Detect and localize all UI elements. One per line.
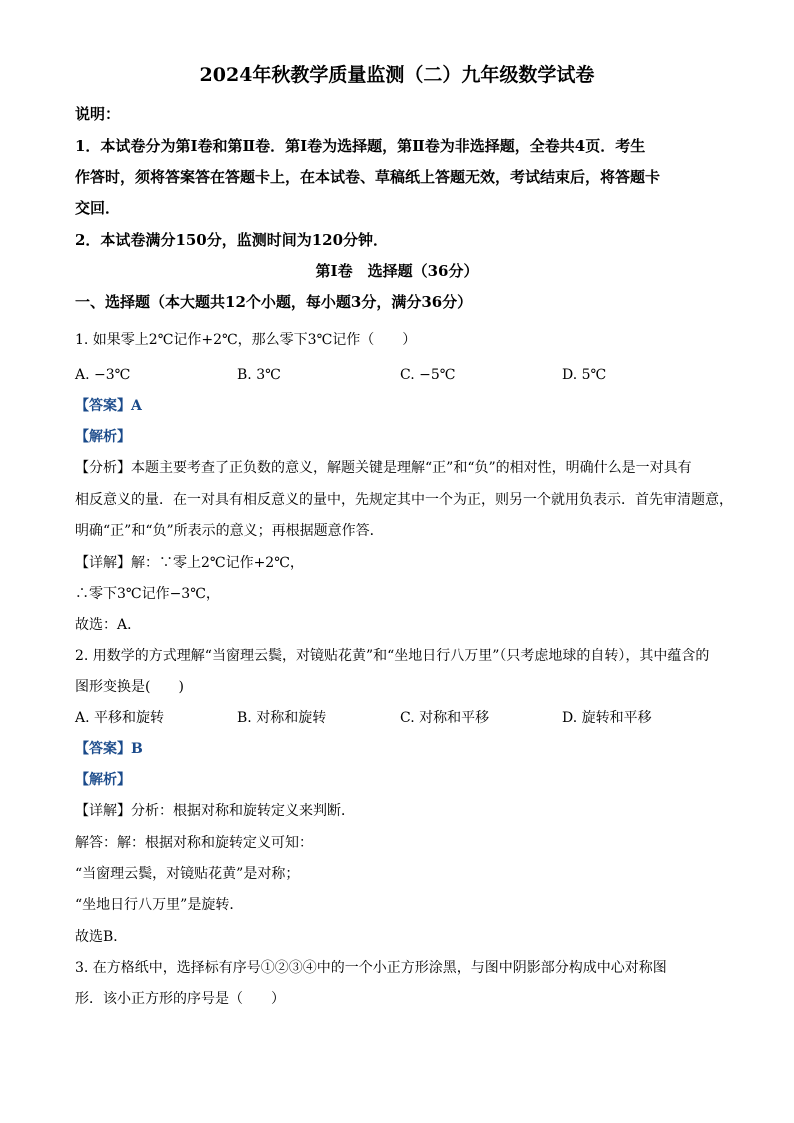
option-c: C. −5℃: [400, 367, 456, 383]
question-1-stem: 1. 如果零上2℃记作+2℃，那么零下3℃记作（ ）: [75, 332, 417, 348]
detail-line-1: 【详解】分析：根据对称和旋转定义来判断．: [75, 803, 355, 819]
detail-line-2: 解答：解：根据对称和旋转定义可知：: [75, 835, 313, 851]
instruction-1-line-3: 交回．: [75, 199, 121, 217]
option-a: A. −3℃: [75, 367, 131, 383]
option-d: D. 旋转和平移: [562, 710, 652, 726]
instruction-2: 2．本试卷满分150分，监测时间为120分钟．: [75, 231, 389, 249]
detail-line-4: “坐地日行八万里”是旋转．: [75, 897, 244, 913]
detail-line-3: “当窗理云鬓，对镜贴花黄”是对称；: [75, 866, 300, 882]
question-2-stem-line-1: 2. 用数学的方式理解“当窗理云鬓，对镜贴花黄”和“坐地日行八万里”（只考虑地球的自转），其中蕴含的: [75, 648, 710, 664]
section-heading: 第Ⅰ卷 选择题（36分）: [315, 262, 479, 280]
answer-label: 【答案】A: [75, 398, 142, 414]
page-title: 2024年秋教学质量监测（二）九年级数学试卷: [199, 64, 595, 86]
analysis-text-line-1: 【分析】本题主要考查了正负数的意义，解题关键是理解“正”和“负”的相对性，明确什么是一对具有: [75, 460, 692, 476]
option-c: C. 对称和平移: [400, 710, 490, 726]
analysis-label: 【解析】: [75, 429, 131, 445]
detail-line-2: ∴零下3℃记作−3℃，: [75, 586, 220, 602]
option-b: B. 3℃: [237, 367, 281, 383]
detail-line-1: 【详解】解：∵零上2℃记作+2℃，: [75, 555, 304, 571]
question-3-stem-line-1: 3. 在方格纸中，选择标有序号①②③④中的一个小正方形涂黑，与图中阴影部分构成中心对称图: [75, 960, 667, 976]
question-2-stem-line-2: 图形变换是( ): [75, 679, 184, 695]
part-heading: 一、选择题（本大题共12个小题，每小题3分，满分36分）: [75, 293, 473, 311]
option-b: B. 对称和旋转: [237, 710, 327, 726]
detail-line-5: 故选B．: [75, 929, 128, 945]
analysis-text-line-3: 明确“正”和“负”所表示的意义；再根据题意作答．: [75, 523, 384, 539]
analysis-label: 【解析】: [75, 772, 131, 788]
detail-line-3: 故选：A．: [75, 617, 142, 633]
question-3-stem-line-2: 形．该小正方形的序号是（ ）: [75, 991, 285, 1007]
answer-label: 【答案】B: [75, 741, 143, 757]
instruction-1-line-2: 作答时，须将答案答在答题卡上，在本试卷、草稿纸上答题无效，考试结束后，将答题卡: [75, 168, 661, 186]
option-a: A. 平移和旋转: [75, 710, 165, 726]
instruction-1-line-1: 1．本试卷分为第Ⅰ卷和第Ⅱ卷．第Ⅰ卷为选择题，第Ⅱ卷为非选择题，全卷共4页．考生: [75, 137, 646, 155]
option-d: D. 5℃: [562, 367, 607, 383]
analysis-text-line-2: 相反意义的量．在一对具有相反意义的量中，先规定其中一个为正，则另一个就用负表示．首先审清题意，: [75, 492, 733, 508]
instructions-heading: 说明：: [75, 105, 121, 123]
